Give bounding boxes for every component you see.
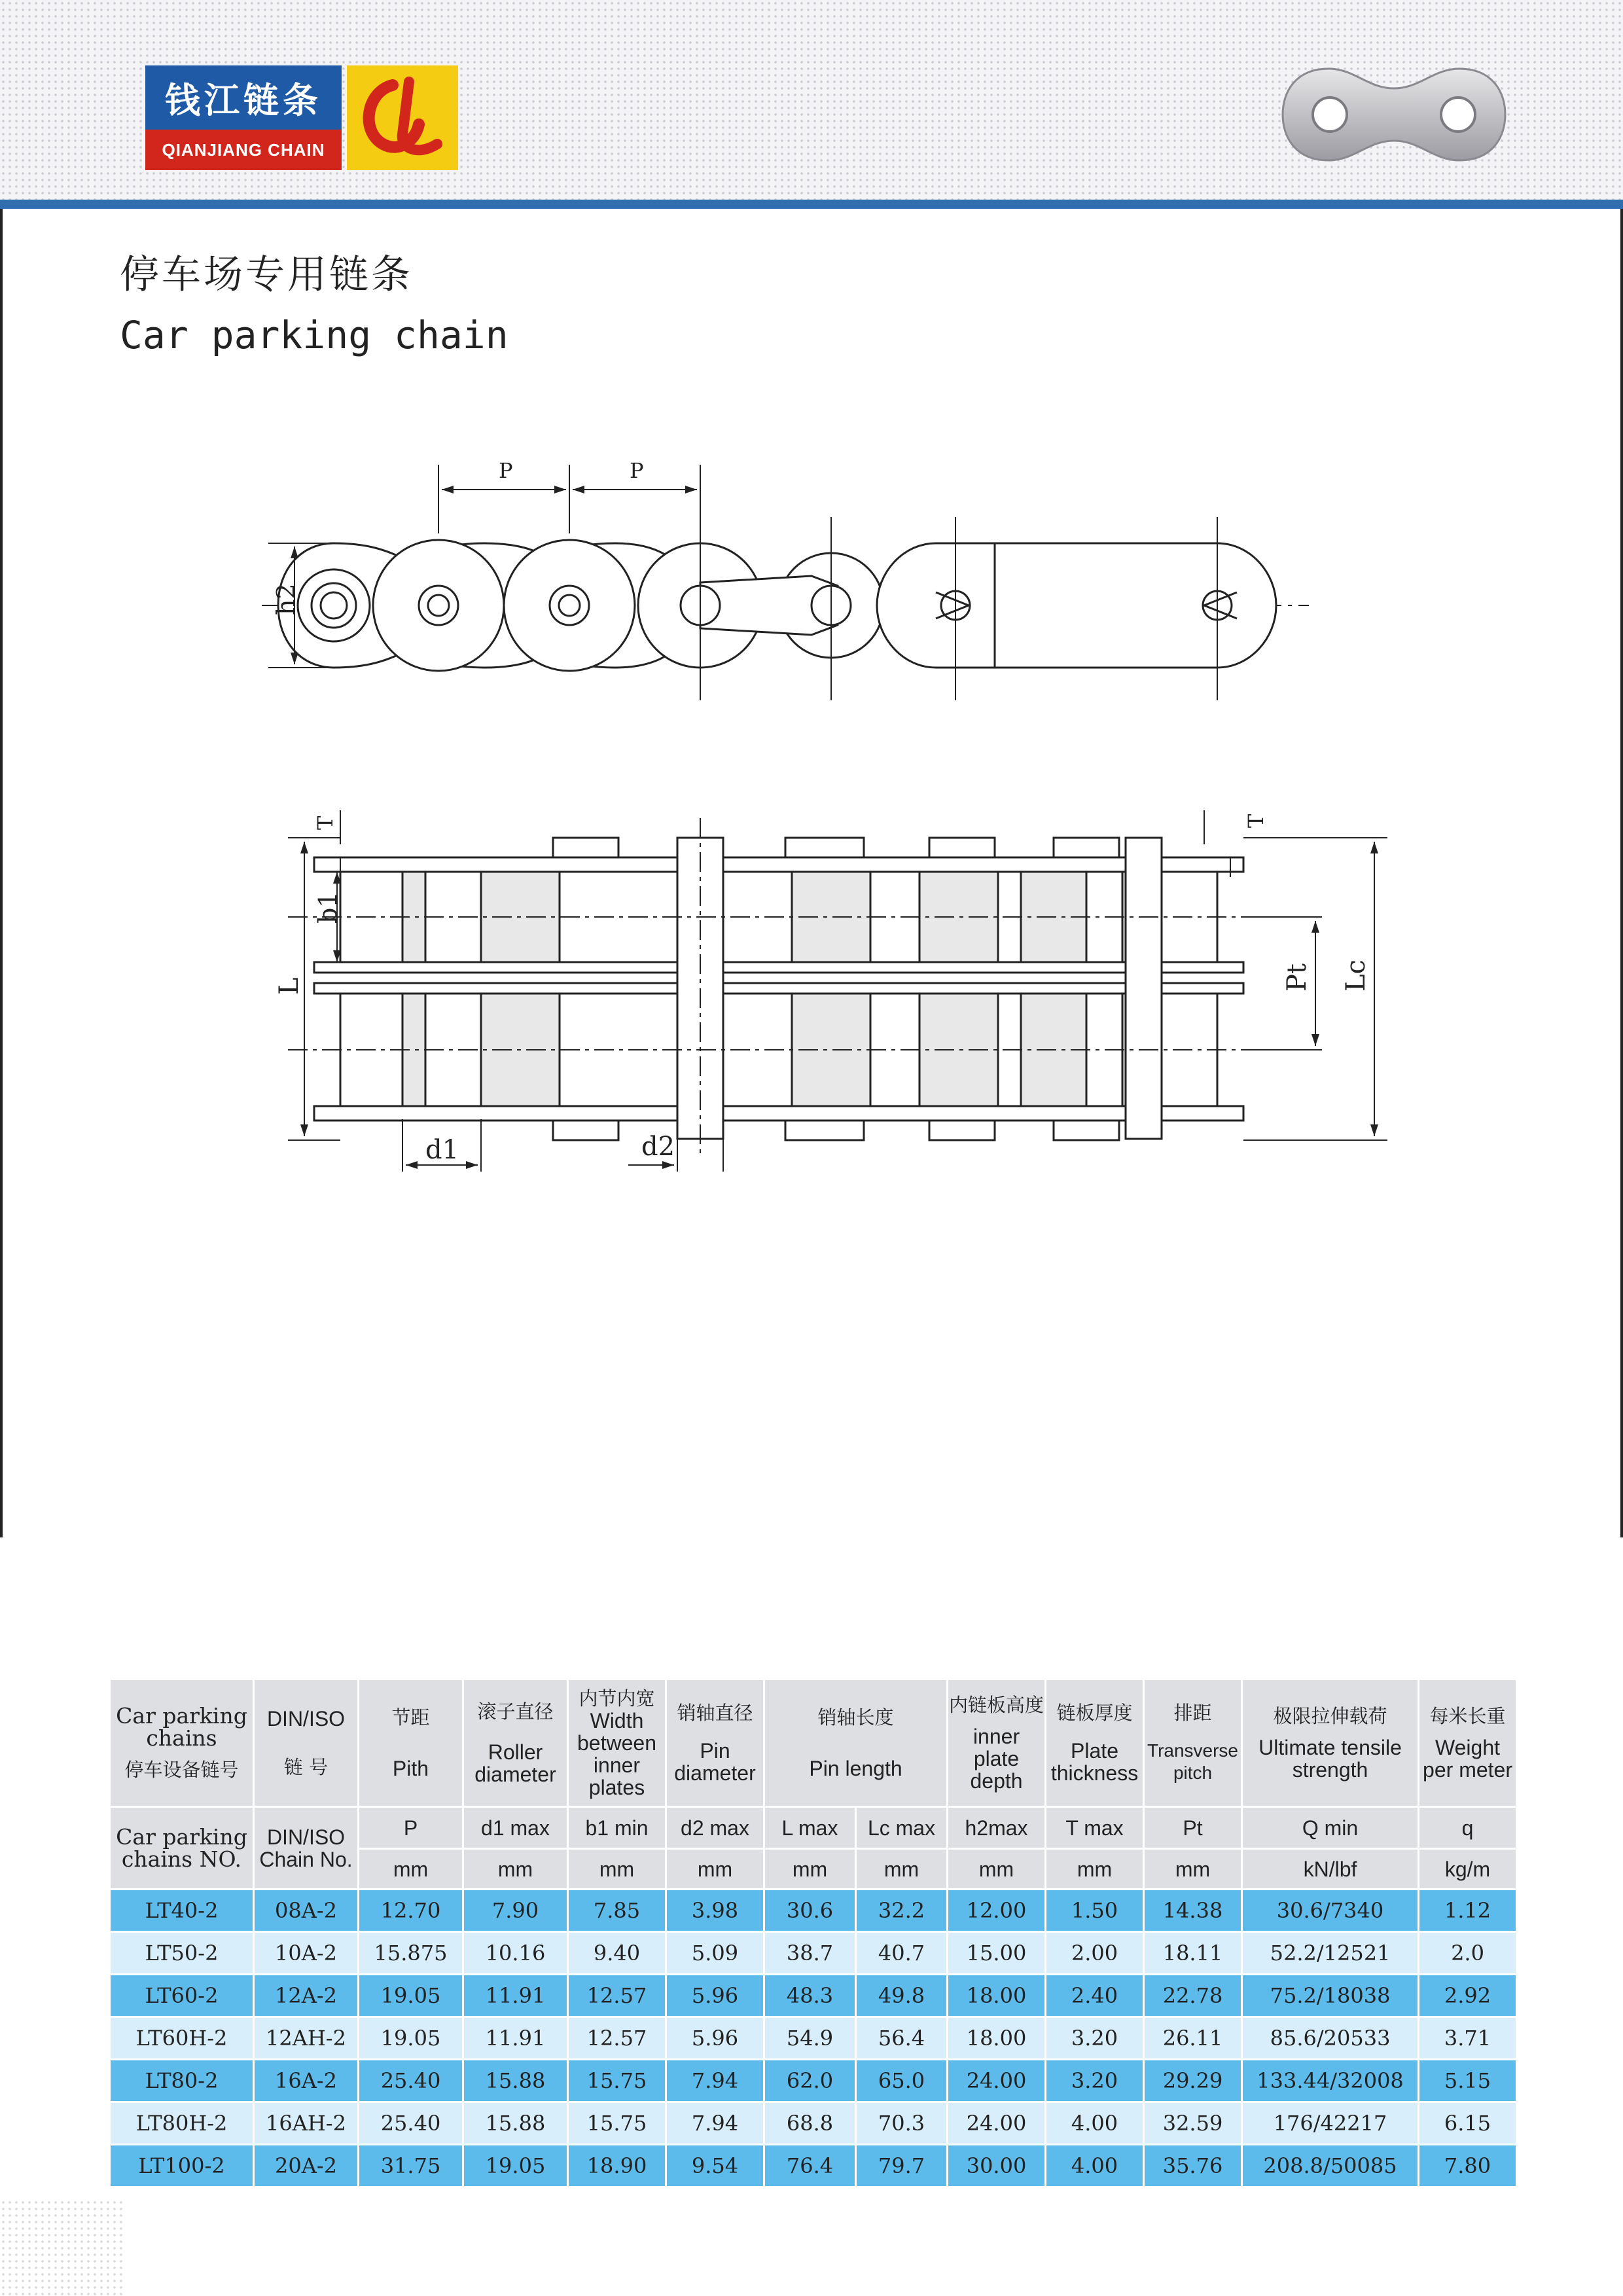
table-cell: 12.57 bbox=[568, 2017, 666, 2060]
chain-technical-drawing bbox=[272, 452, 1387, 1198]
table-cell: 208.8/50085 bbox=[1242, 2145, 1419, 2187]
header-width: 内节内宽 Width between inner plates bbox=[568, 1679, 666, 1807]
dim-label-d1: d1 bbox=[425, 1135, 459, 1165]
header-din-iso: DIN/ISO 链 号 bbox=[254, 1679, 359, 1807]
sym-pitch: P bbox=[359, 1807, 463, 1849]
table-cell: 31.75 bbox=[359, 2145, 463, 2187]
table-cell: 24.00 bbox=[948, 2102, 1046, 2145]
table-cell: 12A-2 bbox=[254, 1975, 359, 2017]
table-cell: 7.94 bbox=[666, 2102, 764, 2145]
dim-label-p2: P bbox=[630, 458, 644, 483]
dim-label-pt: Pt bbox=[1282, 963, 1312, 992]
table-body bbox=[110, 1890, 1517, 2187]
table-cell: 5.15 bbox=[1419, 2060, 1517, 2102]
chain-plate-icon bbox=[1276, 52, 1512, 177]
table-row bbox=[110, 2060, 1517, 2102]
right-border bbox=[1620, 209, 1623, 1537]
unit-l: mm bbox=[764, 1849, 856, 1890]
sym-thickness: T max bbox=[1046, 1807, 1144, 1849]
dim-label-lc: Lc bbox=[1341, 960, 1371, 992]
table-cell: 1.50 bbox=[1046, 1890, 1144, 1932]
sym-tensile: Q min bbox=[1242, 1807, 1419, 1849]
table-cell: 52.2/12521 bbox=[1242, 1932, 1419, 1975]
table-cell: 11.91 bbox=[463, 2017, 568, 2060]
brand-logo-text bbox=[145, 65, 342, 170]
table-cell: 38.7 bbox=[764, 1932, 856, 1975]
table-cell: 65.0 bbox=[856, 2060, 948, 2102]
chain-top-view bbox=[288, 810, 1387, 1172]
unit-lc: mm bbox=[856, 1849, 948, 1890]
dim-label-h2: h2 bbox=[272, 583, 300, 615]
table-cell: 54.9 bbox=[764, 2017, 856, 2060]
unit-weight: kg/m bbox=[1419, 1849, 1517, 1890]
unit-pin: mm bbox=[666, 1849, 764, 1890]
table-cell: 1.12 bbox=[1419, 1890, 1517, 1932]
sym-width: b1 min bbox=[568, 1807, 666, 1849]
header-plate-thickness: 链板厚度 Plate thickness bbox=[1046, 1679, 1144, 1807]
left-border bbox=[0, 209, 3, 1537]
table-cell: LT100-2 bbox=[110, 2145, 254, 2187]
table-cell: 3.71 bbox=[1419, 2017, 1517, 2060]
unit-depth: mm bbox=[948, 1849, 1046, 1890]
header-din-chain-no: DIN/ISO Chain No. bbox=[254, 1807, 359, 1890]
unit-thickness: mm bbox=[1046, 1849, 1144, 1890]
table-cell: 15.88 bbox=[463, 2060, 568, 2102]
unit-transverse: mm bbox=[1144, 1849, 1242, 1890]
table-cell: 19.05 bbox=[359, 1975, 463, 2017]
header-divider bbox=[0, 200, 1623, 209]
table-cell: LT80H-2 bbox=[110, 2102, 254, 2145]
table-cell: 18.00 bbox=[948, 1975, 1046, 2017]
table-cell: 9.40 bbox=[568, 1932, 666, 1975]
table-cell: 18.00 bbox=[948, 2017, 1046, 2060]
table-row bbox=[110, 2102, 1517, 2145]
dim-label-l: L bbox=[274, 977, 304, 995]
table-row bbox=[110, 2017, 1517, 2060]
dim-label-b1: b1 bbox=[313, 891, 342, 924]
table-cell: 16AH-2 bbox=[254, 2102, 359, 2145]
brand-mark-icon bbox=[347, 65, 458, 170]
table-header-row bbox=[110, 1679, 1517, 1807]
table-cell: 6.15 bbox=[1419, 2102, 1517, 2145]
brand-logo bbox=[145, 65, 458, 170]
table-cell: 30.6 bbox=[764, 1890, 856, 1932]
table-cell: 70.3 bbox=[856, 2102, 948, 2145]
table-cell: 40.7 bbox=[856, 1932, 948, 1975]
sym-weight: q bbox=[1419, 1807, 1517, 1849]
table-cell: 30.00 bbox=[948, 2145, 1046, 2187]
dim-label-t-left: T bbox=[313, 816, 338, 830]
table-cell: 15.75 bbox=[568, 2060, 666, 2102]
table-cell: 133.44/32008 bbox=[1242, 2060, 1419, 2102]
table-cell: 4.00 bbox=[1046, 2145, 1144, 2187]
page-title-en: Car parking chain bbox=[120, 313, 508, 357]
table-cell: 35.76 bbox=[1144, 2145, 1242, 2187]
header-chain-no-en: Car parking chains NO. bbox=[110, 1807, 254, 1890]
table-row bbox=[110, 2145, 1517, 2187]
table-cell: 3.20 bbox=[1046, 2017, 1144, 2060]
table-cell: 12.00 bbox=[948, 1890, 1046, 1932]
table-cell: 15.75 bbox=[568, 2102, 666, 2145]
table-cell: 76.4 bbox=[764, 2145, 856, 2187]
table-cell: 2.40 bbox=[1046, 1975, 1144, 2017]
table-cell: 85.6/20533 bbox=[1242, 2017, 1419, 2060]
header-pitch: 节距 Pith bbox=[359, 1679, 463, 1807]
table-cell: 11.91 bbox=[463, 1975, 568, 2017]
table-cell: 4.00 bbox=[1046, 2102, 1144, 2145]
table-cell: 26.11 bbox=[1144, 2017, 1242, 2060]
table-cell: 22.78 bbox=[1144, 1975, 1242, 2017]
unit-roller: mm bbox=[463, 1849, 568, 1890]
table-cell: 48.3 bbox=[764, 1975, 856, 2017]
table-cell: 5.09 bbox=[666, 1932, 764, 1975]
table-cell: 20A-2 bbox=[254, 2145, 359, 2187]
table-cell: 62.0 bbox=[764, 2060, 856, 2102]
table-cell: 32.59 bbox=[1144, 2102, 1242, 2145]
unit-pitch: mm bbox=[359, 1849, 463, 1890]
table-cell: LT40-2 bbox=[110, 1890, 254, 1932]
header-plate-depth: 内链板高度 inner plate depth bbox=[948, 1679, 1046, 1807]
table-cell: 16A-2 bbox=[254, 2060, 359, 2102]
sym-pin: d2 max bbox=[666, 1807, 764, 1849]
table-row bbox=[110, 1975, 1517, 2017]
table-cell: 2.92 bbox=[1419, 1975, 1517, 2017]
table-cell: 75.2/18038 bbox=[1242, 1975, 1419, 2017]
table-row bbox=[110, 1890, 1517, 1932]
sym-roller: d1 max bbox=[463, 1807, 568, 1849]
page-title-cn: 停车场专用链条 bbox=[120, 252, 413, 298]
header-tensile: 极限拉伸载荷 Ultimate tensile strength bbox=[1242, 1679, 1419, 1807]
table-cell: 19.05 bbox=[359, 2017, 463, 2060]
brand-name-en: QIANJIANG CHAIN bbox=[145, 130, 342, 170]
table-cell: 19.05 bbox=[463, 2145, 568, 2187]
table-cell: 176/42217 bbox=[1242, 2102, 1419, 2145]
brand-name-cn: 钱江链条 bbox=[145, 65, 342, 130]
dim-label-t-right: T bbox=[1243, 814, 1268, 828]
table-cell: 12.70 bbox=[359, 1890, 463, 1932]
table-cell: 15.875 bbox=[359, 1932, 463, 1975]
table-cell: 08A-2 bbox=[254, 1890, 359, 1932]
table-cell: 30.6/7340 bbox=[1242, 1890, 1419, 1932]
table-cell: 3.98 bbox=[666, 1890, 764, 1932]
unit-width: mm bbox=[568, 1849, 666, 1890]
table-cell: 15.00 bbox=[948, 1932, 1046, 1975]
table-cell: LT80-2 bbox=[110, 2060, 254, 2102]
table-cell: 18.90 bbox=[568, 2145, 666, 2187]
table-cell: 29.29 bbox=[1144, 2060, 1242, 2102]
dim-label-p1: P bbox=[499, 458, 513, 483]
dim-label-d2: d2 bbox=[641, 1132, 675, 1162]
table-cell: LT60-2 bbox=[110, 1975, 254, 2017]
header-pin-diameter: 销轴直径 Pin diameter bbox=[666, 1679, 764, 1807]
table-cell: LT50-2 bbox=[110, 1932, 254, 1975]
table-cell: 2.0 bbox=[1419, 1932, 1517, 1975]
table-cell: 49.8 bbox=[856, 1975, 948, 2017]
sym-depth: h2max bbox=[948, 1807, 1046, 1849]
table-row bbox=[110, 1932, 1517, 1975]
header-weight: 每米长重 Weight per meter bbox=[1419, 1679, 1517, 1807]
table-cell: 15.88 bbox=[463, 2102, 568, 2145]
table-cell: 32.2 bbox=[856, 1890, 948, 1932]
table-cell: 2.00 bbox=[1046, 1932, 1144, 1975]
table-cell: 12AH-2 bbox=[254, 2017, 359, 2060]
table-cell: 9.54 bbox=[666, 2145, 764, 2187]
table-symbol-row bbox=[110, 1807, 1517, 1849]
table-cell: 56.4 bbox=[856, 2017, 948, 2060]
table-cell: 7.85 bbox=[568, 1890, 666, 1932]
table-cell: 18.11 bbox=[1144, 1932, 1242, 1975]
header-pin-length: 销轴长度 Pin length bbox=[764, 1679, 948, 1807]
table-cell: 5.96 bbox=[666, 2017, 764, 2060]
table-cell: 14.38 bbox=[1144, 1890, 1242, 1932]
table-cell: 25.40 bbox=[359, 2102, 463, 2145]
table-cell: 79.7 bbox=[856, 2145, 948, 2187]
unit-tensile: kN/lbf bbox=[1242, 1849, 1419, 1890]
table-cell: LT60H-2 bbox=[110, 2017, 254, 2060]
spec-table bbox=[109, 1678, 1518, 2188]
table-cell: 12.57 bbox=[568, 1975, 666, 2017]
table-cell: 10.16 bbox=[463, 1932, 568, 1975]
table-cell: 24.00 bbox=[948, 2060, 1046, 2102]
table-cell: 3.20 bbox=[1046, 2060, 1144, 2102]
table-cell: 68.8 bbox=[764, 2102, 856, 2145]
sym-l: L max bbox=[764, 1807, 856, 1849]
table-cell: 10A-2 bbox=[254, 1932, 359, 1975]
chain-side-view bbox=[262, 465, 1309, 700]
header-roller: 滚子直径 Roller diameter bbox=[463, 1679, 568, 1807]
bottom-pattern bbox=[0, 2199, 124, 2296]
table-cell: 7.90 bbox=[463, 1890, 568, 1932]
header-chain-no: Car parking chains 停车设备链号 bbox=[110, 1679, 254, 1807]
table-cell: 7.94 bbox=[666, 2060, 764, 2102]
header-transverse-pitch: 排距 Transverse pitch bbox=[1144, 1679, 1242, 1807]
table-cell: 7.80 bbox=[1419, 2145, 1517, 2187]
table-cell: 25.40 bbox=[359, 2060, 463, 2102]
table-cell: 5.96 bbox=[666, 1975, 764, 2017]
sym-transverse: Pt bbox=[1144, 1807, 1242, 1849]
sym-lc: Lc max bbox=[856, 1807, 948, 1849]
